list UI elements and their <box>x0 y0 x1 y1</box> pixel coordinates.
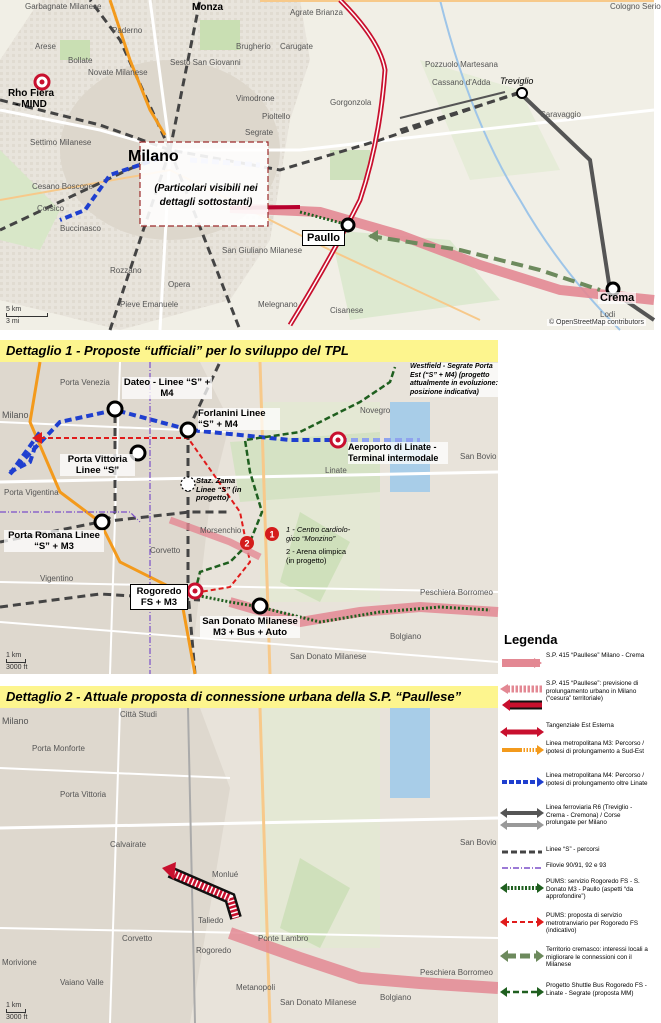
legend-item-pums1 <box>500 878 652 908</box>
place-arese: Arese <box>35 42 56 51</box>
place-bollate: Bollate <box>68 56 93 65</box>
d1-scale-bar <box>6 659 26 663</box>
d2-place-morivione: Morivione <box>2 958 37 967</box>
svg-text:2: 2 <box>244 538 250 549</box>
legend-item-s <box>500 844 652 860</box>
note-text: (Particolari visibili nei dettagli sottostanti) <box>154 183 258 208</box>
place-pieve: Pieve Emanuele <box>120 300 179 309</box>
label-rho-fiera: Rho Fiera - MIND <box>7 88 55 110</box>
d1-place-sanbovio: San Bovio <box>460 452 497 461</box>
legend-item-m4 <box>500 772 652 802</box>
legend-text-tee: Tangenziale Est Esterna <box>546 722 614 729</box>
label-sandonato: San Donato Milanese M3 + Bus + Auto <box>200 616 300 638</box>
legend-text-m3: Linea metropolitana M3: Percorso / ipotesi di prolungamento a Sud-Est <box>546 740 645 755</box>
place-buccinasco: Buccinasco <box>60 224 101 233</box>
legend-item-shuttle <box>500 982 652 1012</box>
place-agrate: Agrate Brianza <box>290 8 343 17</box>
d1-scale-km: 1 km <box>6 652 22 659</box>
legend-item-crema <box>500 946 652 976</box>
place-segrate: Segrate <box>245 128 274 137</box>
d1-place-morsenchio: Morsenchio <box>200 526 242 535</box>
forlanini-station-marker <box>181 423 195 437</box>
legend-title: Legenda <box>504 632 558 647</box>
detail2-title: Dettaglio 2 - Attuale proposta di connessione urbana della S.P. “Paullese” <box>6 689 462 704</box>
d2-place-vittoria: Porta Vittoria <box>60 790 107 799</box>
place-rozzano: Rozzano <box>110 266 142 275</box>
legend-swatch-m4 <box>500 775 544 789</box>
romana-station-marker <box>95 515 109 529</box>
place-carugate: Carugate <box>280 42 313 51</box>
detail1-title-banner <box>0 340 498 363</box>
place-pozzuolo: Pozzuolo Martesana <box>425 60 498 69</box>
zama-station-marker <box>181 477 195 491</box>
label-dateo: Dateo - Linee “S” + M4 <box>123 377 211 399</box>
place-opera: Opera <box>168 280 191 289</box>
label-romana: Porta Romana Linee “S” + M3 <box>4 530 104 552</box>
d2-place-corvetto: Corvetto <box>122 934 153 943</box>
legend-item-pums2 <box>500 912 652 942</box>
dateo-station-marker <box>108 402 122 416</box>
d2-place-milano: Milano <box>2 716 29 726</box>
detail1-scale <box>6 652 27 671</box>
overview-map[interactable] <box>0 0 661 330</box>
label-paullo: Paullo <box>302 230 345 246</box>
d1-place-sandonato: San Donato Milanese <box>290 652 367 661</box>
d2-place-peschiera: Peschiera Borromeo <box>420 968 493 977</box>
overview-map-graphics <box>0 0 654 330</box>
d1-place-vigentino: Vigentino <box>40 574 74 583</box>
legend-text-crema: Territorio cremasco: interessi locali a migliorare le connessioni con il Milanese <box>546 946 648 969</box>
d2-place-monforte: Porta Monforte <box>32 744 85 753</box>
d2-scale-bar <box>6 1009 26 1013</box>
d2-place-rogoredo: Rogoredo <box>196 946 232 955</box>
place-sesto: Sesto San Giovanni <box>170 58 241 67</box>
legend-swatch-m3 <box>500 743 544 757</box>
place-cisanese: Cisanese <box>330 306 364 315</box>
detail2-scale <box>6 1002 27 1021</box>
legend-text-filovie: Filovie 90/91, 92 e 93 <box>546 862 607 869</box>
legend-swatch-paullese <box>500 655 544 671</box>
legend-text-r6: Linea ferroviaria R6 (Treviglio - Crema - Cremona) / Corse prolungate per Milano <box>546 804 633 827</box>
legend-item-m3 <box>500 740 652 770</box>
svg-text:1: 1 <box>269 529 275 540</box>
place-novate: Novate Milanese <box>88 68 148 77</box>
sandonato-station-marker <box>253 599 267 613</box>
d2-scale-ft: 3000 ft <box>6 1014 28 1021</box>
label-arena: 2 - Arena olimpica (in progetto) <box>286 547 347 565</box>
overview-scale <box>6 306 48 325</box>
d1-place-venezia: Porta Venezia <box>60 378 110 387</box>
label-forlanini: Forlanini Linee “S” + M4 <box>198 408 280 430</box>
legend-swatch-tee <box>500 725 544 739</box>
d2-place-sanbovio: San Bovio <box>460 838 497 847</box>
place-cologno: Cologno Serio <box>610 2 661 11</box>
legend-item-r6 <box>500 804 652 834</box>
legend-swatch-prolung <box>500 683 544 713</box>
d2-place-metanopoli: Metanopoli <box>236 983 276 992</box>
osm-credit[interactable]: © OpenStreetMap contributors <box>548 319 644 326</box>
legend-swatch-pums2 <box>500 915 544 929</box>
place-settimo: Settimo Milanese <box>30 138 92 147</box>
label-milano: Milano <box>128 148 179 165</box>
place-caravaggio: Caravaggio <box>540 110 581 119</box>
legend-swatch-r6 <box>500 807 544 831</box>
d2-place-pontelambro: Ponte Lambro <box>258 934 309 943</box>
legend-text-pums2: PUMS: proposta di servizio metrotranviario per Rogoredo FS (indicativo) <box>546 912 639 935</box>
place-cassano: Cassano d'Adda <box>432 78 491 87</box>
place-corsico: Corsico <box>37 204 65 213</box>
legend-text-m4: Linea metropolitana M4: Percorso / ipotesi di prolungamento oltre Linate <box>546 772 648 787</box>
legend-swatch-crema <box>500 949 544 963</box>
legend-text-shuttle: Progetto Shuttle Bus Rogoredo FS - Linate - Segrate (proposta MM) <box>546 982 647 997</box>
scale-mi-label: 3 mi <box>6 318 20 325</box>
legend-item-paullese <box>500 652 652 682</box>
legend-swatch-shuttle <box>500 985 544 999</box>
place-sangiuliano: San Giuliano Milanese <box>222 246 303 255</box>
legend-item-prolung <box>500 680 652 724</box>
place-paderno: Paderno <box>112 26 143 35</box>
d1-place-peschiera: Peschiera Borromeo <box>420 588 493 597</box>
d1-place-vigentina: Porta Vigentina <box>4 488 59 497</box>
d1-place-linate: Linate <box>325 466 347 475</box>
place-lodi: Lodi <box>600 310 616 319</box>
legend-panel <box>498 632 654 1023</box>
d2-place-vaiano: Vaiano Valle <box>60 978 104 987</box>
d1-place-bolgiano: Bolgiano <box>390 632 422 641</box>
d1-place-milano: Milano <box>2 410 29 420</box>
place-monza: Monza <box>192 2 224 13</box>
legend-item-tee <box>500 722 652 742</box>
label-crema: Crema <box>600 292 635 304</box>
label-zama: Staz. Zama Linee “S” (in progetto) <box>196 476 242 502</box>
d1-place-novegro: Novegro <box>360 406 391 415</box>
legend-swatch-pums1 <box>500 881 544 895</box>
place-brugherio: Brugherio <box>236 42 271 51</box>
d2-place-calvairate: Calvairate <box>110 840 147 849</box>
d2-place-sandonato: San Donato Milanese <box>280 998 357 1007</box>
label-monzino: 1 - Centro cardiolo-gico “Monzino” <box>286 525 351 543</box>
place-pioltello: Pioltello <box>262 112 291 121</box>
place-vimodrone: Vimodrone <box>236 94 275 103</box>
legend-text-prolung: S.P. 415 “Paullese”: previsione di prolungamento urbano in Milano (“cesura” territoriale) <box>546 680 639 703</box>
scale-bar <box>6 313 48 317</box>
label-treviglio: Treviglio <box>500 76 534 86</box>
legend-item-filovie <box>500 860 652 876</box>
detail2-map[interactable] <box>0 708 498 1023</box>
label-aeroporto: Aeroporto di Linate - Terminal intermodale <box>348 442 448 464</box>
place-cesano: Cesano Boscone <box>32 182 93 191</box>
detail1-map[interactable] <box>0 362 498 674</box>
d2-scale-km: 1 km <box>6 1002 22 1009</box>
d1-scale-ft: 3000 ft <box>6 664 28 671</box>
d2-place-monlue: Monlué <box>212 870 239 879</box>
place-melegnano: Melegnano <box>258 300 298 309</box>
d1-place-corvetto: Corvetto <box>150 546 181 555</box>
label-vittoria: Porta Vittoria Linee “S” <box>60 454 135 476</box>
place-gorgonzola: Gorgonzola <box>330 98 372 107</box>
d2-place-bolgiano: Bolgiano <box>380 993 412 1002</box>
label-rogoredo: Rogoredo FS + M3 <box>130 584 188 610</box>
legend-swatch-s <box>500 847 544 857</box>
legend-text-pums1: PUMS: servizio Rogoredo FS - S. Donato M3 - Paullo (aspetti “da approfondire”) <box>546 878 640 901</box>
legend-text-paullese: S.P. 415 “Paullese” Milano - Crema <box>546 652 645 659</box>
d2-place-cittastudi: Città Studi <box>120 710 157 719</box>
legend-text-s: Linee “S” - percorsi <box>546 846 600 853</box>
label-westfield: Westfield - Segrate Porta Est (“S” + M4) (progetto attualmente in evoluzione: posizione indicativa) <box>410 363 498 396</box>
legend-swatch-filovie <box>500 863 544 873</box>
detail1-title: Dettaglio 1 - Proposte “ufficiali” per lo sviluppo del TPL <box>6 343 349 358</box>
place-garbagnate: Garbagnate Milanese <box>25 2 102 11</box>
treviglio-station-marker <box>517 88 527 98</box>
scale-km-label: 5 km <box>6 306 22 313</box>
d2-place-taliedo: Taliedo <box>198 916 224 925</box>
detail2-title-banner <box>0 686 498 709</box>
